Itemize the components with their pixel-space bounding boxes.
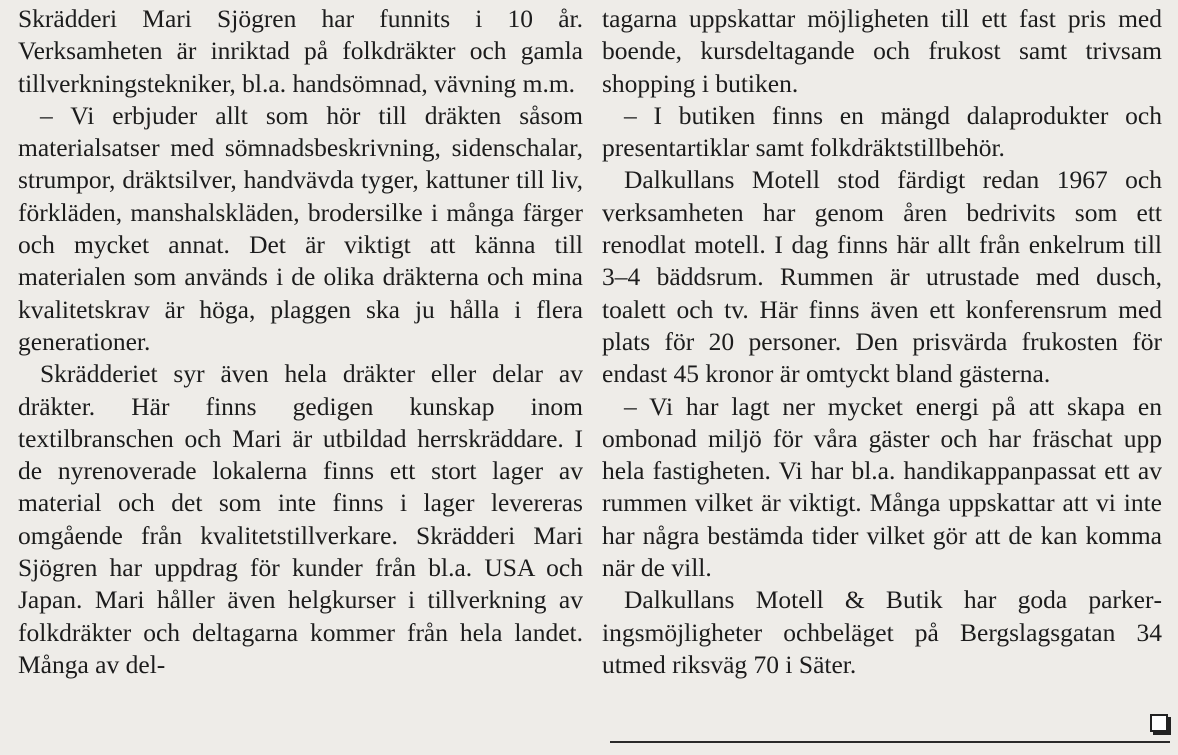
paragraph: Skrädderiet syr även hela dräkter eller delar av dräkter. Här finns gedigen kunskap inom textilbranschen och Mari är utbildad herrskräddare. I de nyrenoverade lokalerna finns ett stort lager av material och det som inte finns i lager levereras omgående från kvalitetstillverkare. Skrädderi Mari Sjögren har uppdrag för kunder från bl.a. USA och Japan. Mari håller även helgkurser i tillverkning av folkdräkter och deltagarna kommer från hela landet. Många av del- [18, 359, 583, 679]
paragraph: – I butiken finns en mängd dalaprodukter och presentartiklar samt folkdräktstillbehör. [602, 100, 1162, 163]
right-column [602, 3, 1162, 755]
paragraph: Dalkullans Motell & Butik har goda parkeringsmöjligheter ochbeläget på Bergslagsgatan 34 utmed riksväg 70 i Säter. [602, 585, 1162, 679]
left-column [18, 3, 583, 755]
paragraph: Skrädderi Mari Sjögren har funnits i 10 år. Verksamheten är inriktad på folkdräkter och gamla tillverkningstekniker, bl.a. handsömnad, vävning m.m. [18, 4, 583, 98]
paragraph: tagarna uppskattar möjligheten till ett fast pris med boende, kursdeltagande och frukost samt trivsam shopping i butiken. [602, 4, 1162, 98]
article-divider [610, 741, 1170, 743]
paragraph: – Vi har lagt ner mycket energi på att skapa en ombonad miljö för våra gäster och har fräschat upp hela fastigheten. Vi har bl.a. handikappanpassat ett av rummen vilket är viktigt. Många uppskattar att vi inte har några bestämda tider vilket gör att de kan komma när de vill. [602, 391, 1162, 583]
paragraph: Dalkullans Motell stod färdigt redan 1967 och verksamheten har genom åren bedrivits som ett renodlat motell. I dag finns här allt från enkelrum till 3–4 bäddsrum. Rummen är utrustade med dusch, toalett och tv. Här finns även ett konferensrum med plats för 20 personer. Den prisvärda frukosten för endast 45 kronor är omtyckt bland gästerna. [602, 165, 1162, 389]
paragraph: – Vi erbjuder allt som hör till dräkten såsom materialsatser med sömnadsbeskrivning, sidenschalar, strumpor, dräktsilver, handvävda tyger, kattuner till liv, förkläden, manshalskläden, brodersilke i många färger och mycket annat. Det är viktigt att känna till materialen som används i de olika dräkterna och mina kvalitetskrav är höga, plaggen ska ju hålla i flera generationer. [18, 100, 583, 356]
end-of-article-icon [1150, 714, 1168, 732]
